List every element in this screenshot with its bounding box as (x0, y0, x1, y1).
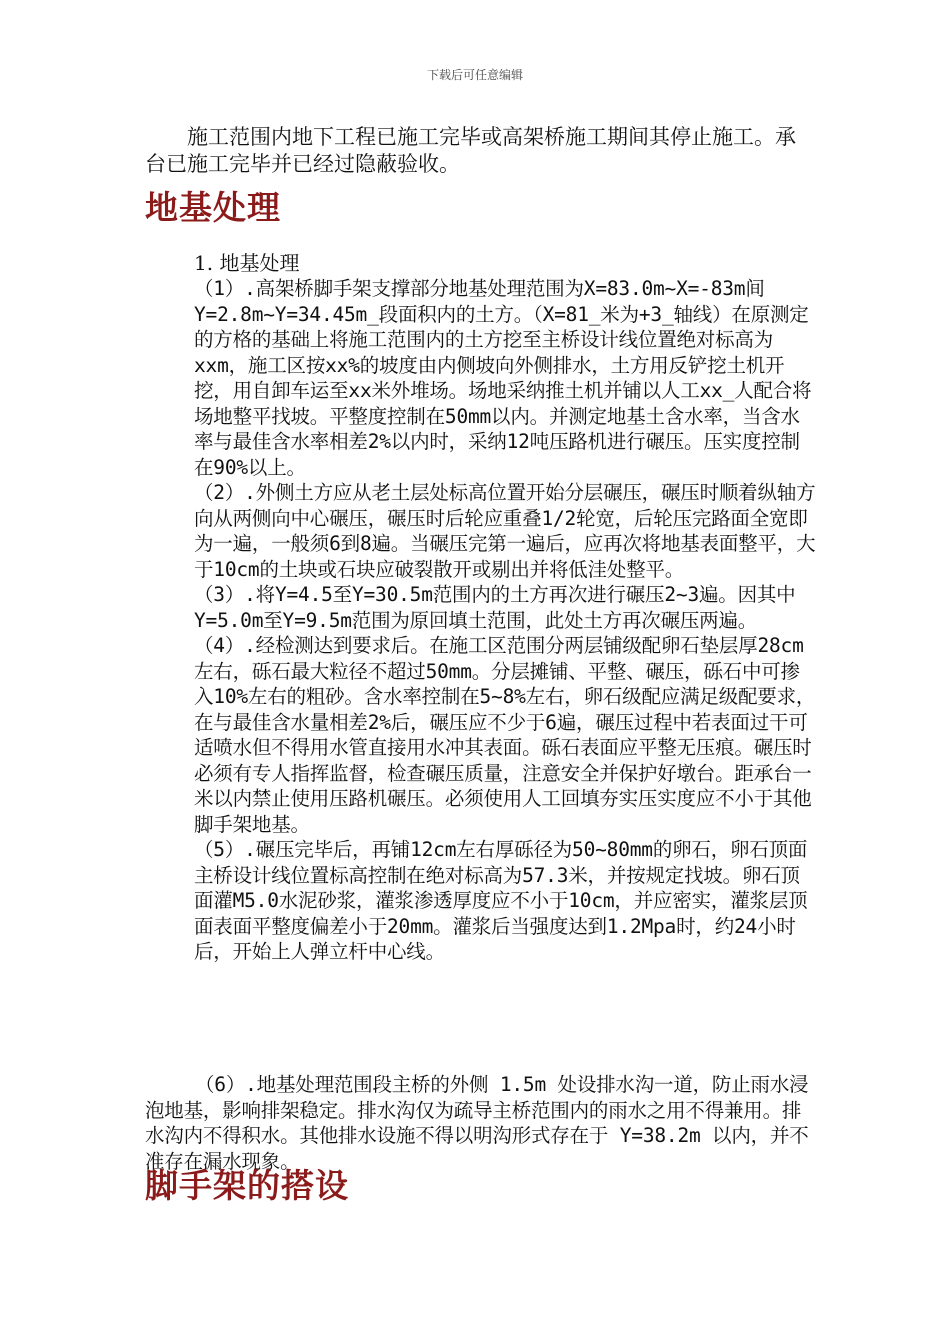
paragraph-2: （2）.外侧土方应从老土层处标高位置开始分层碾压，碾压时顺着纵轴方向从两侧向中心碾压，碾压时后轮应重叠1/2轮宽，后轮压完路面全宽即为一遍，一般须6到8遍。当碾压完第一遍后，应再次将地基表面整平，大于10cm的土块或石块应破裂散开或剔出并将低洼处整平。 (194, 481, 816, 581)
paragraph-6: （6）.地基处理范围段主桥的外侧 1.5m 处设排水沟一道，防止雨水浸泡地基，影响排架稳定。排水沟仅为疏导主桥范围内的雨水之用不得兼用。排水沟内不得积水。其他排水设施不得以明沟形式存在于 Y=38.2m 以内，并不准存在漏水现象。 (145, 1073, 809, 1173)
paragraph-3: （3）.将Y=4.5至Y=30.5m范围内的土方再次进行碾压2~3遍。因其中Y=5.0m至Y=9.5m范围为原回填土范围，此处土方再次碾压两遍。 (194, 583, 796, 632)
foundation-body (194, 276, 818, 965)
page-header: 下载后可任意编辑 (426, 68, 523, 82)
paragraph-1: （1）.高架桥脚手架支撑部分地基处理范围为X=83.0m~X=-83m间Y=2.8m~Y=34.45m_段面积内的土方。（X=81_米为+3_轴线）在原测定的方格的基础上将施工范围内的土方挖至主桥设计线位置绝对标高为xxm，施工区按xx%的坡度由内侧坡向外侧排水，土方用反铲挖土机开挖，用自卸车运至xx米外堆场。场地采纳推土机并铺以人工xx_人配合将场地整平找坡。平整度控制在50mm以内。并测定地基土含水率，当含水率与最佳含水率相差2%以内时，采纳12吨压路机进行碾压。压实度控制在90%以上。 (194, 277, 812, 479)
subsection-heading: 1. 地基处理 (194, 251, 300, 275)
intro-paragraph (145, 124, 815, 178)
intro-text: 施工范围内地下工程已施工完毕或高架桥施工期间其停止施工。承台已施工完毕并已经过隐蔽验收。 (145, 125, 796, 176)
paragraph-4: （4）.经检测达到要求后。在施工区范围分两层铺级配卵石垫层厚28cm左右，砾石最大粒径不超过50mm。分层摊铺、平整、碾压，砾石中可掺入10%左右的粗砂。含水率控制在5~8%左右，卵石级配应满足级配要求，在与最佳含水量相差2%后，碾压应不少于6遍，碾压过程中若表面过干可适喷水但不得用水管直接用水冲其表面。砾石表面应平整无压痕。碾压时必须有专人指挥监督，检查碾压质量，注意安全并保护好墩台。距承台一米以内禁止使用压路机碾压。必须使用人工回填夯实压实度应不小于其他脚手架地基。 (194, 634, 816, 836)
section-heading-foundation: 地基处理 (145, 188, 281, 227)
drainage-body (145, 1072, 817, 1174)
section-heading-scaffold: 脚手架的搭设 (145, 1166, 349, 1205)
paragraph-5: （5）.碾压完毕后，再铺12cm左右厚砾径为50~80mm的卵石，卵石顶面主桥设计线位置标高控制在绝对标高为57.3米，并按规定找坡。卵石顶面灌M5.0水泥砂浆，灌浆渗透厚度应不小于10cm，并应密实，灌浆层顶面表面平整度偏差小于20mm。灌浆后当强度达到1.2Mpa时，约24小时后，开始上人弹立杆中心线。 (194, 838, 808, 963)
